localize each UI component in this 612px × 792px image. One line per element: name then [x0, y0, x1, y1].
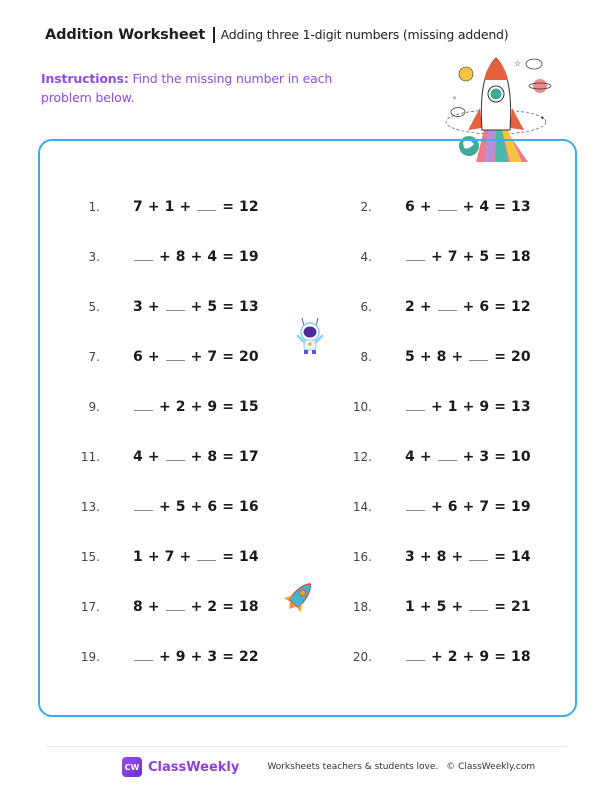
addend: 5: [479, 249, 490, 265]
problem-number: 2.: [360, 200, 372, 214]
problem-number: 1.: [88, 200, 100, 214]
instructions: [41, 69, 341, 107]
addend: 6: [133, 349, 143, 365]
problem-number: 19.: [80, 650, 100, 664]
addend: 8: [436, 349, 447, 365]
addend: 9: [479, 399, 490, 415]
problem-equation: + 2 + 9 = 18: [405, 649, 531, 665]
problem-equation: 3 + 8 + = 14: [405, 549, 531, 565]
addend: 9: [207, 399, 218, 415]
addend: 8: [436, 549, 447, 565]
problem-number: 14.: [352, 500, 372, 514]
sum: 13: [239, 299, 259, 315]
problem-number: 4.: [360, 250, 372, 264]
sum: 13: [511, 399, 531, 415]
problem-item: [330, 399, 531, 419]
sum: 14: [511, 549, 531, 565]
sum: 17: [239, 449, 259, 465]
sum: 20: [511, 349, 531, 365]
problem-equation: 4 + + 8 = 17: [133, 449, 259, 465]
addend: 8: [133, 599, 143, 615]
problem-item: [58, 449, 259, 469]
sum: 10: [511, 449, 531, 465]
answer-blank[interactable]: [197, 199, 216, 211]
addend: 6: [479, 299, 490, 315]
addend: 7: [133, 199, 143, 215]
problem-number: 20.: [352, 650, 372, 664]
sum: 12: [511, 299, 531, 315]
addend: 6: [447, 499, 458, 515]
addend: 7: [479, 499, 490, 515]
problem-item: [58, 499, 259, 519]
astronaut-icon: [292, 316, 328, 356]
answer-blank[interactable]: [134, 499, 153, 511]
problem-item: [330, 299, 531, 319]
addend: 8: [175, 249, 186, 265]
problem-number: 18.: [352, 600, 372, 614]
problem-item: [330, 649, 531, 669]
problem-number: 6.: [360, 300, 372, 314]
answer-blank[interactable]: [406, 499, 425, 511]
sum: 19: [511, 499, 531, 515]
problem-number: 3.: [88, 250, 100, 264]
sum: 19: [239, 249, 259, 265]
footer-copyright: © ClassWeekly.com: [446, 762, 536, 772]
answer-blank[interactable]: [406, 399, 425, 411]
sum: 18: [511, 249, 531, 265]
problem-equation: 6 + + 4 = 13: [405, 199, 531, 215]
classweekly-logo-icon: CW: [122, 757, 142, 777]
answer-blank[interactable]: [406, 649, 425, 661]
answer-blank[interactable]: [469, 599, 488, 611]
answer-blank[interactable]: [134, 249, 153, 261]
problem-item: [58, 349, 259, 369]
problem-item: [58, 299, 259, 319]
sum: 20: [239, 349, 259, 365]
sum: 15: [239, 399, 259, 415]
problem-item: [330, 499, 531, 519]
problem-item: [58, 549, 259, 569]
problem-equation: 7 + 1 + = 12: [133, 199, 259, 215]
addend: 5: [436, 599, 447, 615]
addend: 4: [133, 449, 143, 465]
answer-blank[interactable]: [438, 199, 457, 211]
sum: 14: [239, 549, 259, 565]
answer-blank[interactable]: [166, 449, 185, 461]
answer-blank[interactable]: [469, 549, 488, 561]
answer-blank[interactable]: [406, 249, 425, 261]
problem-item: [58, 649, 259, 669]
addend: 1: [133, 549, 143, 565]
problem-number: 10.: [352, 400, 372, 414]
problem-item: [58, 399, 259, 419]
worksheet-header: [45, 27, 508, 43]
problem-item: [58, 249, 259, 269]
answer-blank[interactable]: [134, 649, 153, 661]
addend: 7: [164, 549, 175, 565]
problem-number: 15.: [80, 550, 100, 564]
addend: 5: [405, 349, 415, 365]
problem-equation: + 8 + 4 = 19: [133, 249, 259, 265]
problems-panel: [38, 139, 577, 717]
brand-name: ClassWeekly: [148, 759, 240, 775]
problem-number: 13.: [80, 500, 100, 514]
addend: 2: [207, 599, 218, 615]
problem-number: 5.: [88, 300, 100, 314]
title-divider: [213, 27, 215, 43]
problem-number: 8.: [360, 350, 372, 364]
problem-item: [330, 549, 531, 569]
footer-tagline: Worksheets teachers & students love.: [267, 762, 439, 772]
sum: 22: [239, 649, 259, 665]
problem-number: 11.: [80, 450, 100, 464]
problem-item: [58, 199, 259, 219]
addend: 3: [405, 549, 415, 565]
addend: 2: [405, 299, 415, 315]
footer: [122, 757, 535, 777]
worksheet-subtitle: Adding three 1-digit numbers (missing addend): [220, 27, 509, 42]
problem-number: 9.: [88, 400, 100, 414]
worksheet-title: Addition Worksheet: [45, 27, 206, 43]
footer-divider: [46, 746, 566, 747]
answer-blank[interactable]: [166, 349, 185, 361]
problem-equation: 4 + + 3 = 10: [405, 449, 531, 465]
problem-equation: + 1 + 9 = 13: [405, 399, 531, 415]
sum: 13: [511, 199, 531, 215]
addend: 3: [207, 649, 218, 665]
sum: 18: [511, 649, 531, 665]
problem-item: [58, 599, 259, 619]
instructions-text: Find the missing number in each problem below.: [41, 71, 333, 105]
small-rocket-icon: [280, 578, 320, 614]
problem-item: [330, 249, 531, 269]
addend: 6: [405, 199, 415, 215]
problem-equation: 1 + 5 + = 21: [405, 599, 531, 615]
problem-equation: + 2 + 9 = 15: [133, 399, 259, 415]
problem-equation: 6 + + 7 = 20: [133, 349, 259, 365]
problem-number: 17.: [80, 600, 100, 614]
addend: 1: [447, 399, 458, 415]
addend: 3: [133, 299, 143, 315]
svg-text:☆: ☆: [514, 59, 522, 68]
answer-blank[interactable]: [166, 599, 185, 611]
addend: 1: [164, 199, 175, 215]
addend: 9: [479, 649, 490, 665]
problem-equation: + 6 + 7 = 19: [405, 499, 531, 515]
problem-number: 7.: [88, 350, 100, 364]
sum: 21: [511, 599, 531, 615]
addend: 5: [207, 299, 218, 315]
addend: 4: [405, 449, 415, 465]
svg-text:✧: ✧: [452, 95, 458, 102]
addend: 7: [447, 249, 458, 265]
problem-equation: + 5 + 6 = 16: [133, 499, 259, 515]
problem-number: 12.: [352, 450, 372, 464]
addend: 3: [479, 449, 490, 465]
addend: 6: [207, 499, 218, 515]
problem-item: [330, 599, 531, 619]
problem-equation: 1 + 7 + = 14: [133, 549, 259, 565]
addend: 4: [207, 249, 218, 265]
problem-number: 16.: [352, 550, 372, 564]
problem-item: [330, 199, 531, 219]
problem-equation: + 7 + 5 = 18: [405, 249, 531, 265]
instructions-label: Instructions:: [41, 71, 129, 86]
answer-blank[interactable]: [438, 299, 457, 311]
sum: 12: [239, 199, 259, 215]
addend: 5: [175, 499, 186, 515]
answer-blank[interactable]: [469, 349, 488, 361]
problem-item: [330, 349, 531, 369]
problem-equation: 2 + + 6 = 12: [405, 299, 531, 315]
addend: 2: [447, 649, 458, 665]
sum: 18: [239, 599, 259, 615]
problem-equation: 5 + 8 + = 20: [405, 349, 531, 365]
addend: 1: [405, 599, 415, 615]
addend: 9: [175, 649, 186, 665]
problem-equation: + 9 + 3 = 22: [133, 649, 259, 665]
addend: 8: [207, 449, 218, 465]
answer-blank[interactable]: [166, 299, 185, 311]
sum: 16: [239, 499, 259, 515]
problem-equation: 8 + + 2 = 18: [133, 599, 259, 615]
svg-text:✦: ✦: [540, 115, 546, 122]
answer-blank[interactable]: [197, 549, 216, 561]
problem-equation: 3 + + 5 = 13: [133, 299, 259, 315]
addend: 4: [479, 199, 490, 215]
addend: 7: [207, 349, 218, 365]
answer-blank[interactable]: [438, 449, 457, 461]
answer-blank[interactable]: [134, 399, 153, 411]
problem-item: [330, 449, 531, 469]
addend: 2: [175, 399, 186, 415]
